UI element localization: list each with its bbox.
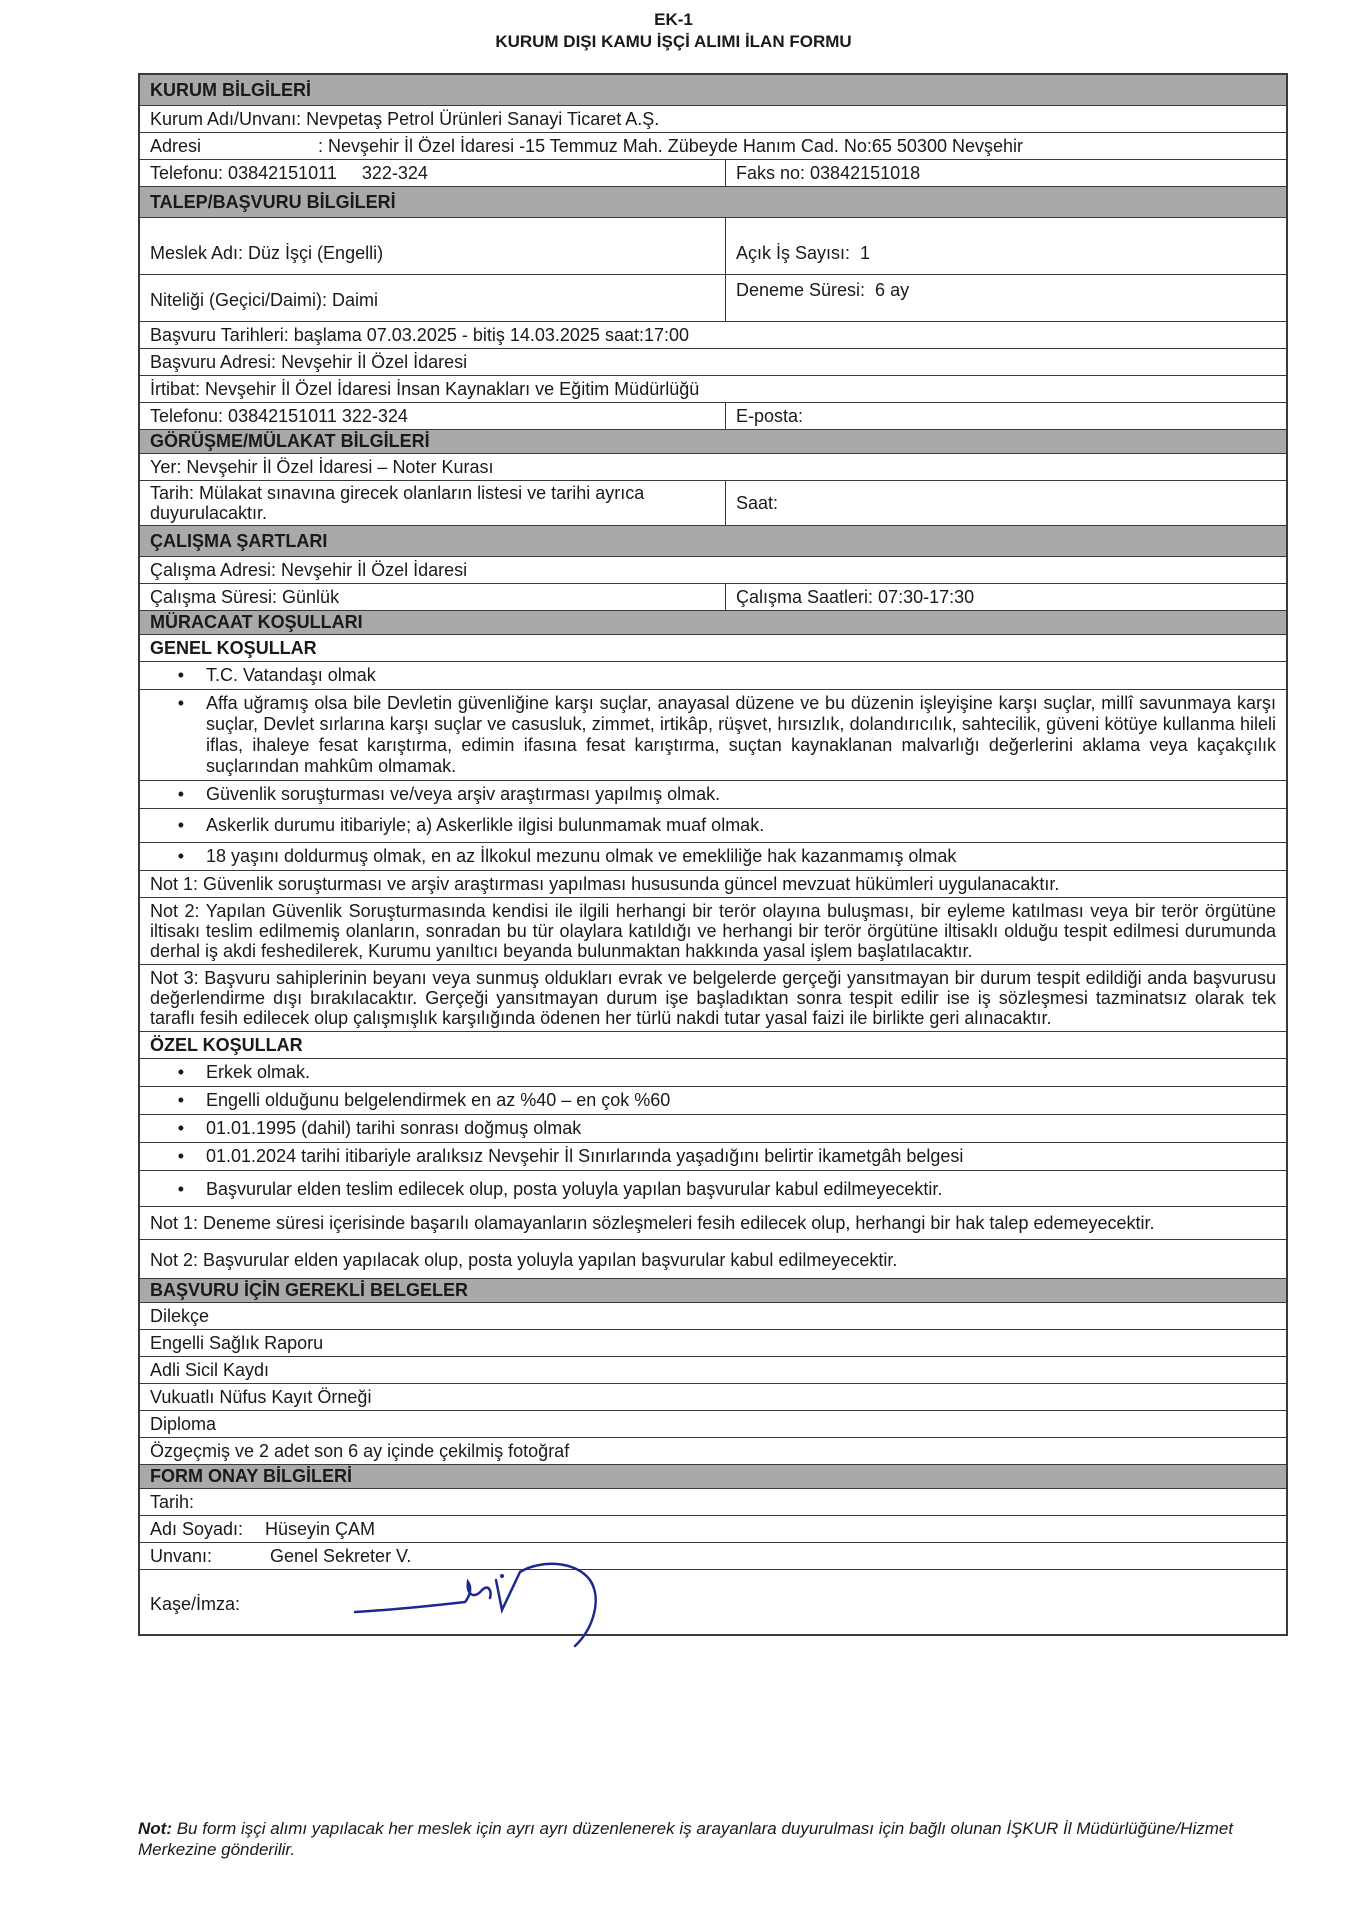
- approver-title-row: [140, 1543, 1286, 1570]
- list-item: • Güvenlik soruşturması ve/veya arşiv araştırması yapılmış olmak.: [140, 781, 1286, 809]
- meslek-row: [140, 218, 1286, 275]
- talep-email: E-posta:: [736, 406, 804, 426]
- bullet: •: [177, 1118, 184, 1138]
- open-positions: Açık İş Sayısı: 1: [736, 243, 871, 263]
- bullet: •: [177, 846, 184, 866]
- general-note-2: Not 2: Yapılan Güvenlik Soruşturmasında kendisi ile ilgili herhangi bir terör olayına buluşması, bir eyleme katılması veya bir terör örgütüne iltisakı teslim edilmemiş olanların, sonradan bu tür olaylara katıldığı ve herhangi bir terör örgütüne iltisaklı olduğu tespit edilmesi durumunda derhal iş akdi feshedilerek, Kurumu yanıltıcı beyanda bulunmaktan hakkında yasal işlem başlatılacaktır.: [140, 898, 1286, 965]
- list-item: Dilekçe: [140, 1303, 1286, 1330]
- special-conditions-title: ÖZEL KOŞULLAR: [140, 1032, 1286, 1059]
- list-item: • 01.01.1995 (dahil) tarihi sonrası doğmuş olmak: [140, 1115, 1286, 1143]
- list-item: • Engelli olduğunu belgelendirmek en az %40 – en çok %60: [140, 1087, 1286, 1115]
- section-talep: TALEP/BAŞVURU BİLGİLERİ: [140, 187, 1286, 218]
- application-dates: Başvuru Tarihleri: başlama 07.03.2025 - bitiş 14.03.2025 saat:17:00: [140, 322, 1286, 349]
- address-value: : Nevşehir İl Özel İdaresi -15 Temmuz Mah. Zübeyde Hanım Cad. No:65 50300 Nevşehir: [318, 136, 1023, 156]
- work-duration: Çalışma Süresi: Günlük: [140, 584, 726, 610]
- work-time-row: [140, 584, 1286, 611]
- talep-phone: Telefonu: 03842151011 322-324: [140, 403, 726, 429]
- section-kurum: KURUM BİLGİLERİ: [140, 75, 1286, 106]
- application-form: [138, 73, 1288, 1636]
- signature: [350, 1550, 710, 1660]
- list-item: • Affa uğramış olsa bile Devletin güvenliğine karşı suçlar, anayasal düzene ve bu düzenin işleyişine karşı suçlar, millî savunmaya karşı suçlar, Devlet sırlarına karşı suçlar ve casusluk, zimmet, irtikâp, rüşvet, hırsızlık, dolandırıcılık, sahtecilik, güveni kötüye kullanma hileli iflas, ihaleye fesat karıştırma, edimin ifasına fesat karıştırma, suçtan kaynaklanan malvarlığı değerlerini aklama veya kaçakçılık suçlarından mahkûm olmamak.: [140, 690, 1286, 781]
- list-item: Adli Sicil Kaydı: [140, 1357, 1286, 1384]
- approver-title: Genel Sekreter V.: [270, 1546, 412, 1566]
- special-note-1: Not 1: Deneme süresi içerisinde başarılı olamayanların sözleşmeleri fesih edilecek olup, herhangi bir hak talep edemeyecektir.: [140, 1207, 1286, 1240]
- stamp-signature-row: [140, 1570, 1286, 1634]
- kurum-address: [140, 133, 1286, 160]
- approver-name: Hüseyin ÇAM: [265, 1519, 376, 1539]
- kurum-contact: [140, 160, 1286, 187]
- form-title: KURUM DIŞI KAMU İŞÇİ ALIMI İLAN FORMU: [495, 32, 852, 51]
- section-gorusme: GÖRÜŞME/MÜLAKAT BİLGİLERİ: [140, 430, 1286, 454]
- section-belgeler: BAŞVURU İÇİN GEREKLİ BELGELER: [140, 1279, 1286, 1303]
- list-item: Diploma: [140, 1411, 1286, 1438]
- talep-contact: [140, 403, 1286, 430]
- kurum-name: Kurum Adı/Unvanı: Nevpetaş Petrol Ürünleri Sanayi Ticaret A.Ş.: [140, 106, 1286, 133]
- work-address: Çalışma Adresi: Nevşehir İl Özel İdaresi: [140, 557, 1286, 584]
- approver-name-row: [140, 1516, 1286, 1543]
- list-item: • Erkek olmak.: [140, 1059, 1286, 1087]
- form-code: EK-1: [654, 10, 693, 29]
- bullet: •: [177, 1179, 184, 1199]
- special-note-2: Not 2: Başvurular elden yapılacak olup, posta yoluyla yapılan başvurular kabul edilmeyecektir.: [140, 1240, 1286, 1279]
- approval-date: Tarih:: [140, 1489, 1286, 1516]
- work-hours: Çalışma Saatleri: 07:30-17:30: [736, 587, 975, 607]
- address-label: Adresi: [150, 136, 202, 156]
- footer-label: Not:: [138, 1819, 172, 1838]
- contact-unit: İrtibat: Nevşehir İl Özel İdaresi İnsan Kaynakları ve Eğitim Müdürlüğü: [140, 376, 1286, 403]
- list-item: • Askerlik durumu itibariyle; a) Askerlikle ilgisi bulunmamak muaf olmak.: [140, 809, 1286, 843]
- list-item: Özgeçmiş ve 2 adet son 6 ay içinde çekilmiş fotoğraf: [140, 1438, 1286, 1465]
- section-muracaat: MÜRACAAT KOŞULLARI: [140, 611, 1286, 635]
- general-conditions-title: GENEL KOŞULLAR: [140, 635, 1286, 662]
- trial-period: Deneme Süresi: 6 ay: [736, 280, 910, 300]
- bullet: •: [177, 665, 184, 685]
- footer-text: Bu form işçi alımı yapılacak her meslek için ayrı ayrı düzenlenerek iş arayanlara duyurulması için bağlı olunan İŞKUR İl Müdürlüğüne/Hizmet Merkezine gönderilir.: [138, 1819, 1234, 1859]
- footer-note: [138, 1818, 1238, 1860]
- interview-date: Tarih: Mülakat sınavına girecek olanların listesi ve tarihi ayrıca duyurulacaktır.: [140, 481, 726, 525]
- section-calisma: ÇALIŞMA ŞARTLARI: [140, 526, 1286, 557]
- bullet: •: [177, 1090, 184, 1110]
- approver-name-label: Adı Soyadı:: [150, 1519, 244, 1539]
- general-note-3: Not 3: Başvuru sahiplerinin beyanı veya sunmuş oldukları evrak ve belgelerde gerçeği yansıtmayan bir durum tespit edildiği anda başvurusu değerlendirme dışı bırakılacaktır. Gerçeği yansıtmayan durum işe başladıktan sonra tespit edilir ise iş sözleşmesi tazminatsız olarak tek taraflı fesih edilecek olup çalışmışlık karşılığında ödenen her türlü nakdi tutar yasal faizi ile birlikte geri alınacaktır.: [140, 965, 1286, 1032]
- approver-title-label: Unvanı:: [150, 1546, 213, 1566]
- stamp-signature-label: Kaşe/İmza:: [150, 1594, 241, 1614]
- list-item: Vukuatlı Nüfus Kayıt Örneği: [140, 1384, 1286, 1411]
- list-item: • Başvurular elden teslim edilecek olup, posta yoluyla yapılan başvurular kabul edilmeyecektir.: [140, 1171, 1286, 1207]
- interview-date-row: [140, 481, 1286, 526]
- bullet: •: [177, 815, 184, 835]
- bullet: •: [177, 1146, 184, 1166]
- application-address: Başvuru Adresi: Nevşehir İl Özel İdaresi: [140, 349, 1286, 376]
- list-item: Engelli Sağlık Raporu: [140, 1330, 1286, 1357]
- interview-place: Yer: Nevşehir İl Özel İdaresi – Noter Kurası: [140, 454, 1286, 481]
- kurum-fax: Faks no: 03842151018: [736, 163, 921, 183]
- job-nature: Niteliği (Geçici/Daimi): Daimi: [140, 275, 726, 321]
- section-onay: FORM ONAY BİLGİLERİ: [140, 1465, 1286, 1489]
- bullet: •: [177, 784, 184, 804]
- list-item: • 01.01.2024 tarihi itibariyle aralıksız Nevşehir İl Sınırlarında yaşadığını belirtir ikametgâh belgesi: [140, 1143, 1286, 1171]
- kurum-phone: Telefonu: 03842151011 322-324: [140, 160, 726, 186]
- nitelik-row: [140, 275, 1286, 322]
- list-item: • T.C. Vatandaşı olmak: [140, 662, 1286, 690]
- meslek-name: Meslek Adı: Düz İşçi (Engelli): [140, 218, 726, 274]
- bullet: •: [177, 1062, 184, 1082]
- interview-time: Saat:: [736, 493, 779, 513]
- bullet: •: [177, 693, 184, 713]
- list-item: • 18 yaşını doldurmuş olmak, en az İlkokul mezunu olmak ve emekliliğe hak kazanmamış olmak: [140, 843, 1286, 871]
- general-note-1: Not 1: Güvenlik soruşturması ve arşiv araştırması yapılması hususunda güncel mevzuat hükümleri uygulanacaktır.: [140, 871, 1286, 898]
